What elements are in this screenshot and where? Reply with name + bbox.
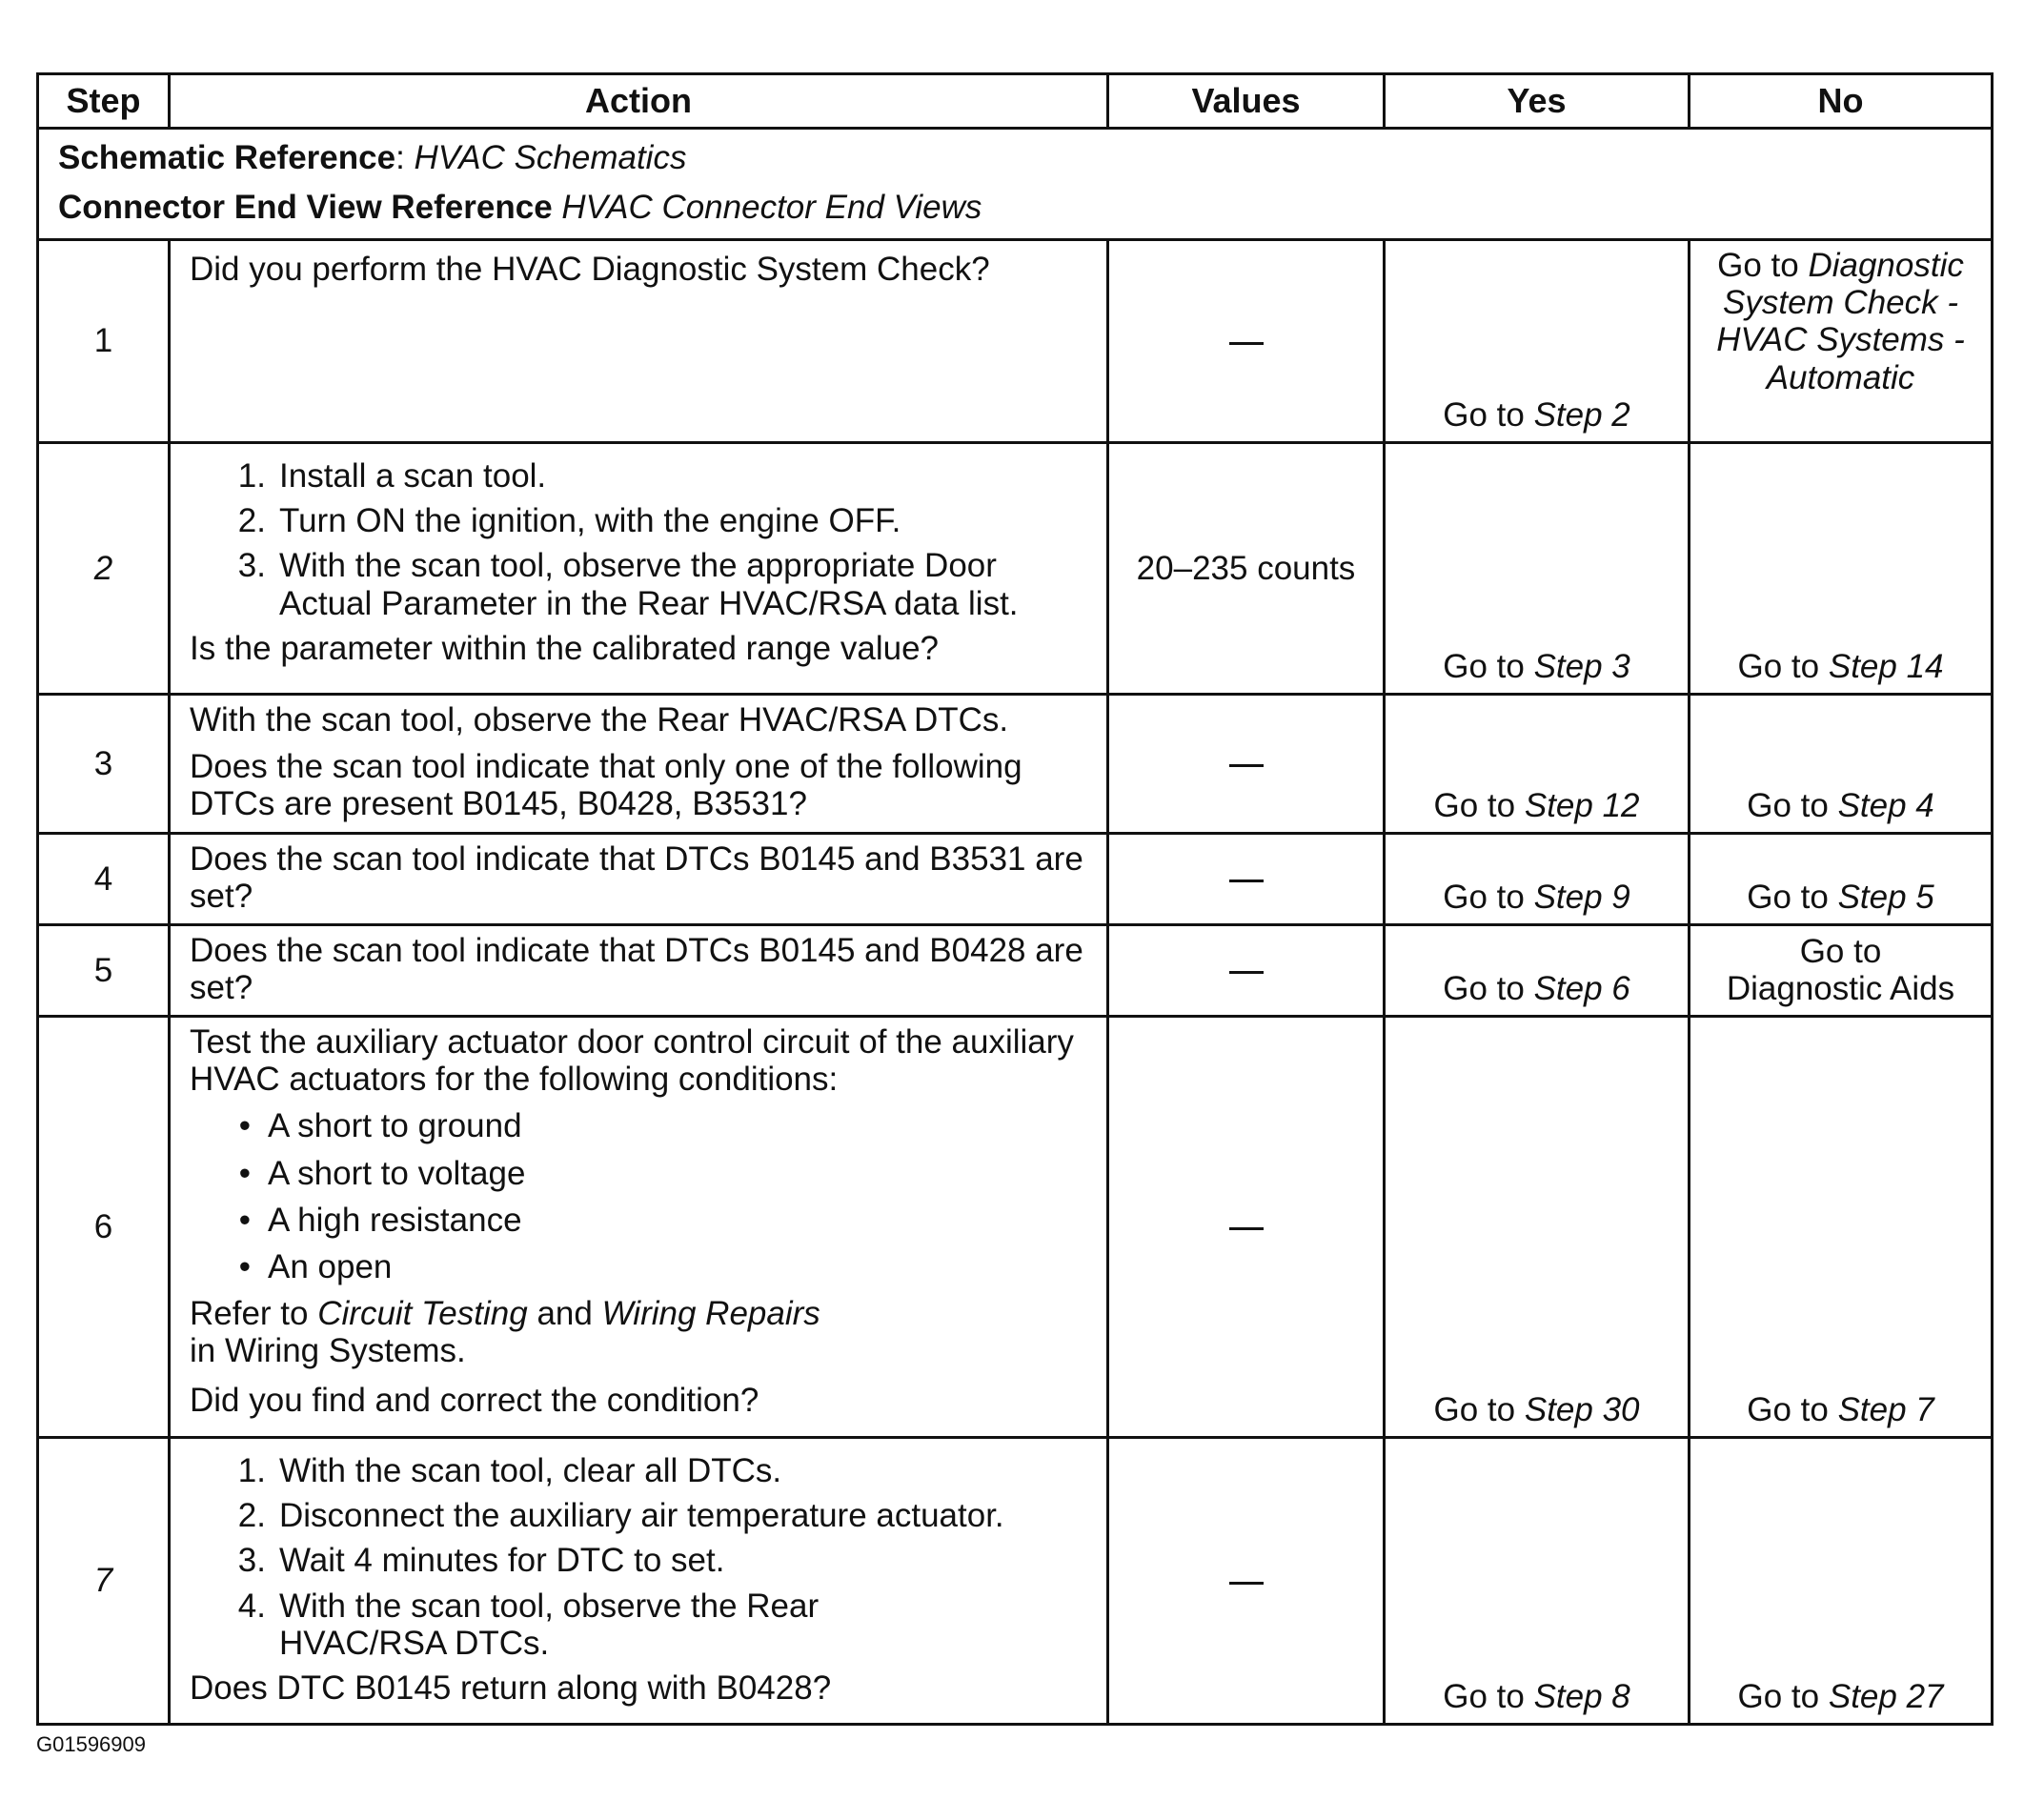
values-cell [1108, 1438, 1385, 1725]
dash-icon [1229, 1227, 1264, 1230]
list-item: 2. Turn ON the ignition, with the engine OFF. [237, 502, 901, 540]
schematic-reference [58, 133, 1972, 183]
step-number: 5 [38, 925, 170, 1017]
no-cell [1690, 240, 1993, 443]
list-item: • A high resistance [238, 1201, 522, 1239]
no-cell [1690, 1017, 1993, 1438]
step-row-5 [38, 925, 1993, 1017]
action-cell [170, 1017, 1108, 1438]
dash-icon [1229, 342, 1264, 345]
action-cell [170, 1438, 1108, 1725]
no-reference-link[interactable]: Diagnostic Aids [1726, 969, 1955, 1007]
go-to-label: Go to [1443, 969, 1525, 1007]
action-question: Is the parameter within the calibrated range value? [190, 629, 940, 667]
yes-cell [1385, 443, 1690, 695]
connector-reference [58, 183, 1972, 233]
action-question: Does the scan tool indicate that only one of the following DTCs are present B0145, B0428, B3531? [190, 748, 1022, 823]
go-to-label: Go to [1737, 647, 1820, 685]
yes-cell [1385, 834, 1690, 925]
go-to-label: Go to [1443, 395, 1525, 434]
list-item: 1. With the scan tool, clear all DTCs. [237, 1452, 782, 1489]
step-row-6 [38, 1017, 1993, 1438]
go-to-label: Go to [1443, 878, 1525, 916]
go-to-label: Go to [1747, 1390, 1829, 1428]
go-to-label: Go to [1443, 1677, 1525, 1715]
values-cell [1108, 240, 1385, 443]
yes-step-link[interactable]: Step 2 [1533, 395, 1630, 434]
header-values: Values [1108, 74, 1385, 129]
step-row-7 [38, 1438, 1993, 1725]
dash-icon [1229, 764, 1264, 767]
go-to-label: Go to [1717, 247, 1799, 284]
go-to-label: Go to [1737, 1677, 1820, 1715]
no-step-link[interactable]: Step 14 [1828, 647, 1944, 685]
header-yes: Yes [1385, 74, 1690, 129]
step-number: 3 [38, 695, 170, 834]
go-to-label: Go to [1443, 647, 1525, 685]
step-number: 2 [38, 443, 170, 695]
list-item: • A short to ground [238, 1107, 522, 1145]
go-to-label: Go to [1799, 932, 1882, 970]
yes-step-link[interactable]: Step 12 [1524, 786, 1640, 824]
step-row-3 [38, 695, 1993, 834]
circuit-testing-link[interactable]: Circuit Testing [317, 1295, 528, 1333]
dash-icon [1229, 1582, 1264, 1585]
values-cell [1108, 695, 1385, 834]
list-item: 2. Disconnect the auxiliary air temperature actuator. [237, 1497, 1004, 1535]
yes-step-link[interactable]: Step 9 [1533, 878, 1630, 916]
action-text: With the scan tool, observe the Rear HVAC/RSA DTCs. [190, 701, 1009, 738]
no-cell [1690, 1438, 1993, 1725]
refer-text: Refer to Circuit Testing and Wiring Repairs in Wiring Systems. [190, 1295, 820, 1370]
action-cell [170, 240, 1108, 443]
yes-cell [1385, 695, 1690, 834]
no-step-link[interactable]: Step 7 [1837, 1390, 1934, 1428]
wiring-repairs-link[interactable]: Wiring Repairs [601, 1295, 820, 1333]
action-cell [170, 443, 1108, 695]
step-row-2 [38, 443, 1993, 695]
schematic-reference-label: Schematic Reference [58, 139, 396, 176]
list-item: • A short to voltage [238, 1154, 526, 1192]
values-cell [1108, 834, 1385, 925]
header-no: No [1690, 74, 1993, 129]
no-step-link[interactable]: Step 5 [1837, 878, 1934, 916]
connector-reference-label: Connector End View Reference [58, 189, 553, 226]
values-cell [1108, 1017, 1385, 1438]
list-item: 3. With the scan tool, observe the appropriate Door Actual Parameter in the Rear HVAC/RSA data list. [237, 547, 1019, 622]
no-step-link[interactable]: Step 27 [1828, 1677, 1944, 1715]
go-to-label: Go to [1747, 878, 1829, 916]
list-item: 4. With the scan tool, observe the Rear HVAC/RSA DTCs. [237, 1587, 820, 1662]
connector-reference-link[interactable]: HVAC Connector End Views [561, 189, 982, 226]
header-step: Step [38, 74, 170, 129]
dash-icon [1229, 971, 1264, 974]
header-row [38, 74, 1993, 129]
yes-step-link[interactable]: Step 30 [1524, 1390, 1640, 1428]
action-question: Did you perform the HVAC Diagnostic System Check? [190, 251, 990, 288]
values-cell: 20–235 counts [1108, 443, 1385, 695]
yes-cell [1385, 240, 1690, 443]
no-cell [1690, 925, 1993, 1017]
reference-cell [38, 129, 1993, 240]
yes-step-link[interactable]: Step 3 [1533, 647, 1630, 685]
go-to-label: Go to [1747, 786, 1829, 824]
step-row-1 [38, 240, 1993, 443]
yes-cell [1385, 1017, 1690, 1438]
diagnostic-table [36, 72, 1994, 1726]
no-step-link[interactable]: Step 4 [1837, 786, 1934, 824]
action-cell [170, 695, 1108, 834]
action-cell [170, 925, 1108, 1017]
step-row-4 [38, 834, 1993, 925]
list-item: 3. Wait 4 minutes for DTC to set. [237, 1542, 725, 1580]
action-question: Does DTC B0145 return along with B0428? [190, 1668, 832, 1707]
action-text: Test the auxiliary actuator door control circuit of the auxiliary HVAC actuators for the following conditions: [190, 1023, 1074, 1099]
yes-cell [1385, 1438, 1690, 1725]
step-number: 6 [38, 1017, 170, 1438]
action-question: Does the scan tool indicate that DTCs B0145 and B3531 are set? [190, 840, 1083, 916]
action-cell [170, 834, 1108, 925]
no-cell [1690, 834, 1993, 925]
yes-cell [1385, 925, 1690, 1017]
figure-id: G01596909 [36, 1732, 146, 1756]
values-cell [1108, 925, 1385, 1017]
dash-icon [1229, 880, 1264, 882]
action-question: Did you find and correct the condition? [190, 1381, 759, 1419]
reference-row [38, 129, 1993, 240]
list-item: • An open [238, 1247, 393, 1285]
list-item: 1. Install a scan tool. [237, 457, 547, 495]
step-number: 1 [38, 240, 170, 443]
action-question: Does the scan tool indicate that DTCs B0145 and B0428 are set? [190, 932, 1083, 1007]
step-number: 7 [38, 1438, 170, 1725]
schematic-reference-separator: : [395, 139, 415, 176]
go-to-label: Go to [1433, 1390, 1516, 1428]
schematic-reference-link[interactable]: HVAC Schematics [414, 139, 687, 176]
yes-step-link[interactable]: Step 8 [1533, 1677, 1630, 1715]
no-reference-link[interactable]: Diagnostic System Check - HVAC Systems - Automatic [1716, 247, 1965, 396]
no-cell [1690, 443, 1993, 695]
yes-step-link[interactable]: Step 6 [1533, 969, 1630, 1007]
header-action: Action [170, 74, 1108, 129]
go-to-label: Go to [1433, 786, 1516, 824]
step-number: 4 [38, 834, 170, 925]
no-cell [1690, 695, 1993, 834]
